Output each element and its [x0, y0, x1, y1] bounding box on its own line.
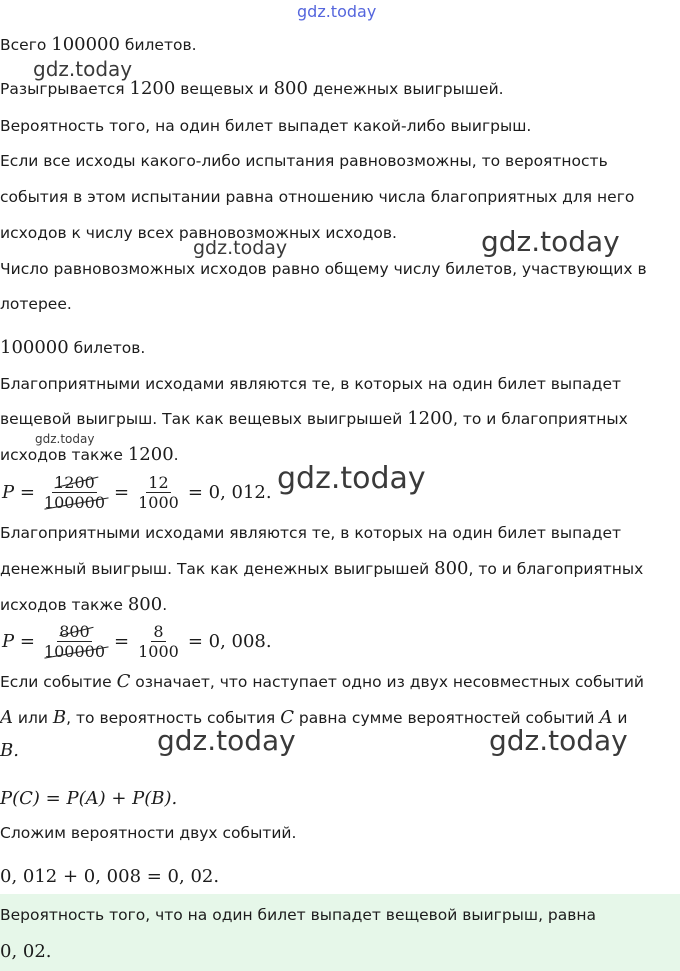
text: Разыгрывается: [0, 80, 130, 98]
text-line-prizes: [0, 79, 680, 99]
text: , то и благоприятных: [453, 410, 628, 428]
text-line: события в этом испытании равна отношению числа благоприятных для него: [0, 188, 635, 206]
watermark-text: gdz.today: [481, 225, 620, 258]
fraction-numerator: 12: [148, 472, 169, 492]
text: Всего: [0, 36, 52, 54]
watermark-text: gdz.today: [193, 237, 288, 259]
math-variable: C: [280, 707, 294, 728]
watermark-text: gdz.today: [277, 461, 426, 496]
fraction: [136, 474, 181, 511]
math-variable: A: [0, 707, 13, 728]
equation-result: = 0, 012.: [187, 481, 272, 503]
text-line-money-prizes: [0, 559, 680, 579]
text: или: [13, 709, 53, 727]
text: .: [162, 596, 168, 614]
watermark-text: gdz.today: [157, 724, 296, 757]
text: , то вероятность события: [66, 709, 281, 727]
fraction-denominator: 100000: [43, 641, 105, 661]
text-line: Благоприятными исходами являются те, в которых на один билет выпадет: [0, 375, 622, 393]
math-number: 800: [434, 558, 469, 579]
fraction: [136, 623, 181, 660]
text-line-favorable: [0, 595, 680, 615]
math-variable: B: [52, 707, 67, 728]
text-line-item-prizes: [0, 409, 680, 429]
fraction-numerator: 800: [59, 621, 90, 641]
text-line: лотерее.: [0, 295, 72, 313]
text: денежный выигрыш. Так как денежных выигрышей: [0, 560, 435, 578]
text-line: исходов к числу всех равновозможных исходов.: [0, 224, 397, 242]
math-number: 100000: [51, 34, 120, 55]
text: исходов также: [0, 446, 128, 464]
fraction-denominator: 1000: [138, 641, 179, 661]
text: Если событие: [0, 673, 117, 691]
watermark-text: gdz.today: [35, 432, 95, 446]
equals-sign: =: [114, 481, 130, 503]
answer-value: 0, 02.: [0, 941, 52, 962]
equation-probability-money: [2, 621, 272, 661]
text: вещевой выигрыш. Так как вещевых выигрышей: [0, 410, 408, 428]
math-variable: A: [599, 707, 613, 728]
text: билетов.: [68, 339, 146, 357]
equation-probability-item: [2, 472, 272, 512]
watermark-text: gdz.today: [297, 2, 377, 21]
equation-result: = 0, 008.: [187, 630, 272, 652]
math-number: 1200: [407, 408, 454, 429]
text: исходов также: [0, 596, 128, 614]
watermark-text: gdz.today: [33, 57, 133, 81]
text-line: Если все исходы какого-либо испытания равновозможны, то вероятность: [0, 152, 608, 170]
math-variable: C: [116, 671, 131, 692]
equation-sum-rule: P(C) = P(A) + P(B).: [0, 788, 178, 809]
text: вещевых и: [175, 80, 274, 98]
text-line-event-c: [0, 672, 680, 692]
math-number: 1200: [127, 444, 174, 465]
text: билетов.: [119, 36, 197, 54]
math-line: B.: [0, 740, 19, 761]
watermark-text: gdz.today: [489, 724, 628, 757]
fraction: [42, 474, 107, 511]
equation-lhs: P =: [2, 481, 35, 503]
equation-sum: 0, 012 + 0, 008 = 0, 02.: [0, 866, 220, 887]
fraction-denominator: 1000: [138, 492, 179, 512]
math-number: 100000: [0, 337, 69, 358]
text-line: Сложим вероятности двух событий.: [0, 824, 297, 842]
equals-sign: =: [114, 630, 130, 652]
text-line: Число равновозможных исходов равно общему числу билетов, участвующих в: [0, 260, 647, 278]
text: означает, что наступает одно из двух несовместных событий: [130, 673, 644, 691]
equation-lhs: P =: [2, 630, 35, 652]
text-line: Благоприятными исходами являются те, в которых на один билет выпадет: [0, 524, 622, 542]
fraction-numerator: 1200: [54, 472, 95, 492]
fraction-numerator: 8: [153, 621, 164, 641]
text-line-tickets: [0, 338, 680, 358]
math-number: 1200: [129, 78, 176, 99]
text-line: Вероятность того, на один билет выпадет какой-либо выигрыш.: [0, 117, 532, 135]
answer-text: Вероятность того, что на один билет выпадет вещевой выигрыш, равна: [0, 906, 597, 924]
text: и: [612, 709, 628, 727]
fraction-denominator: 100000: [43, 492, 105, 512]
text: .: [173, 446, 179, 464]
fraction: [42, 623, 107, 660]
text: равна сумме вероятностей событий: [293, 709, 600, 727]
math-number: 800: [273, 78, 308, 99]
text-line-total-tickets: [0, 35, 680, 55]
text: , то и благоприятных: [468, 560, 644, 578]
math-number: 800: [127, 594, 163, 615]
text: денежных выигрышей.: [307, 80, 504, 98]
